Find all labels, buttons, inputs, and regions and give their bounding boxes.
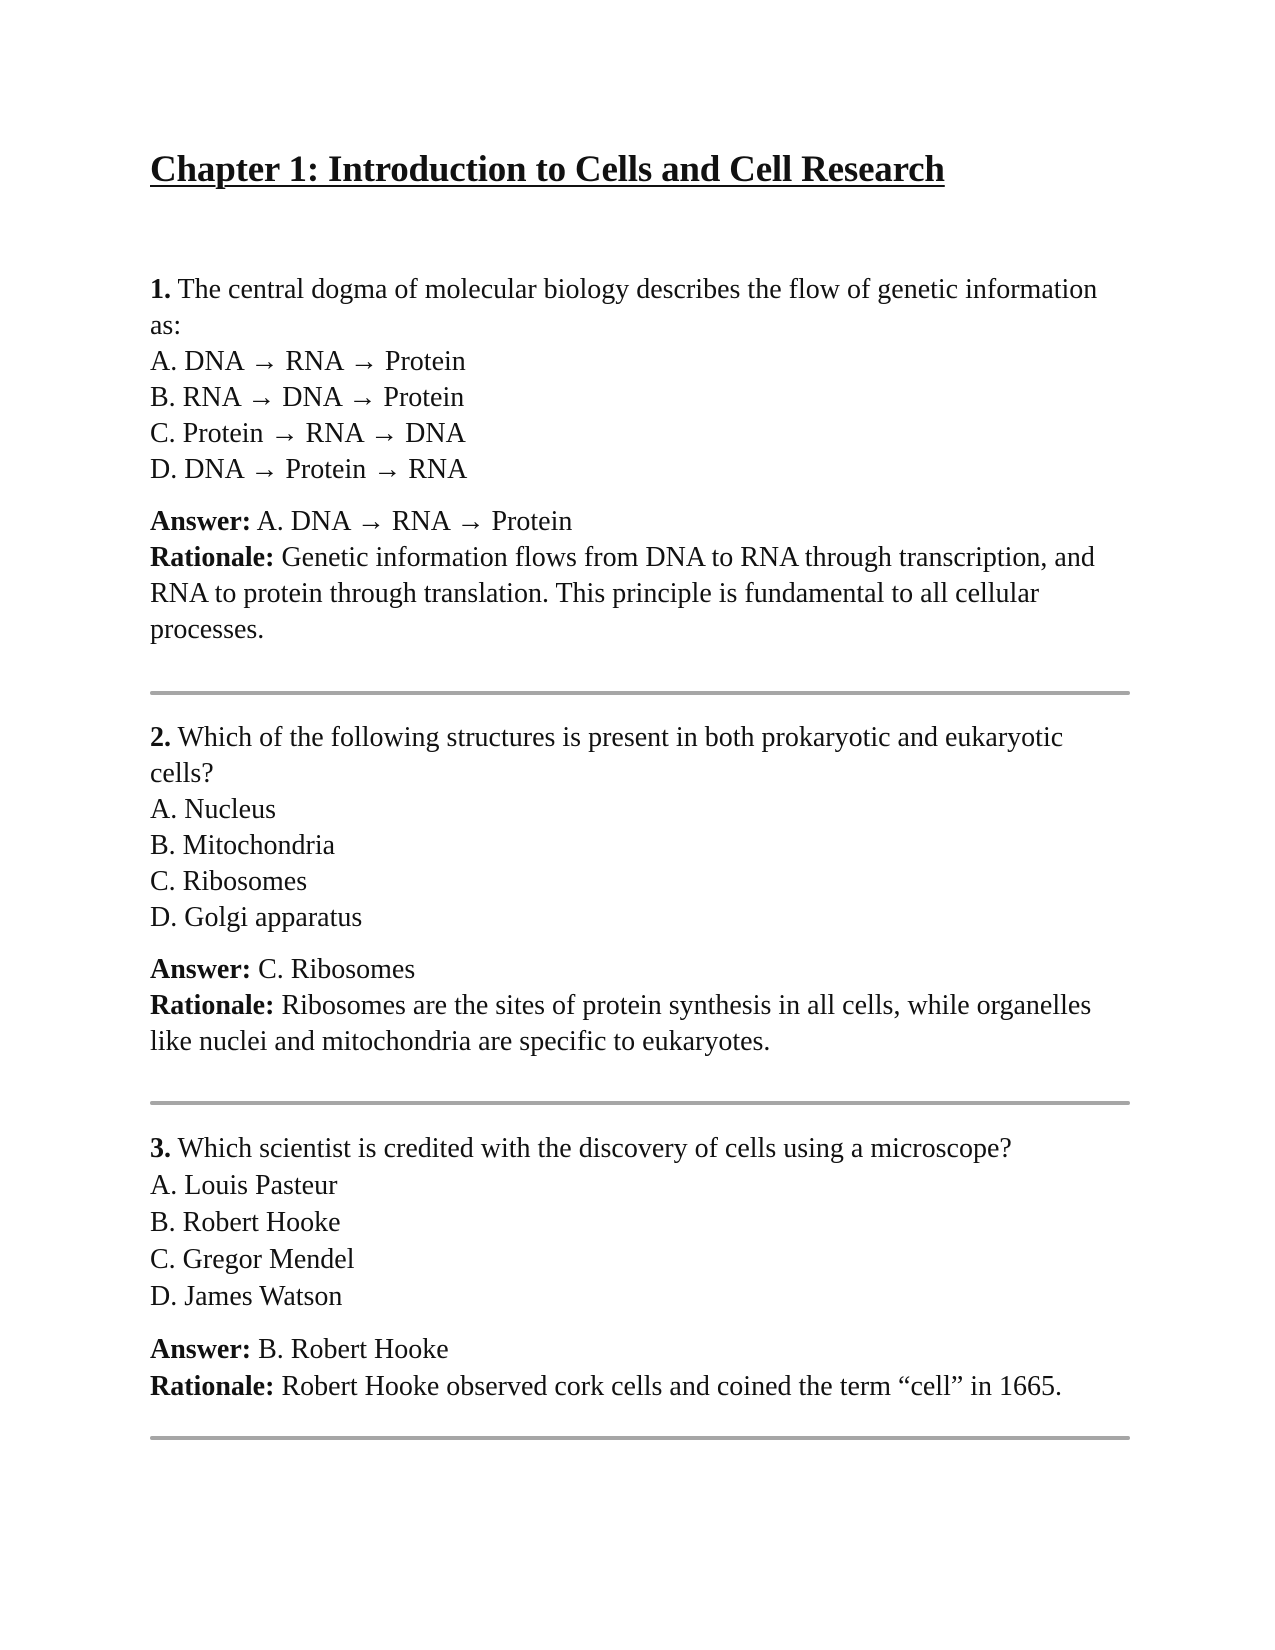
question-number: 3.: [150, 1133, 171, 1164]
option-b: B. Mitochondria: [150, 830, 336, 861]
rationale-text: Robert Hooke observed cork cells and coined the term “cell” in 1665.: [281, 1371, 1063, 1402]
option-b: B. Robert Hooke: [150, 1207, 341, 1238]
rationale-text: Genetic information flows from DNA to RNA through transcription, and RNA to protein through translation. This principle is fundamental to all cellular processes.: [150, 542, 1095, 645]
question-number: 2.: [150, 722, 171, 753]
option-c: C. Gregor Mendel: [150, 1244, 355, 1275]
rationale-text: Ribosomes are the sites of protein synthesis in all cells, while organelles like nuclei and mitochondria are specific to eukaryotes.: [150, 990, 1092, 1057]
option-d: D. DNA → Protein → RNA: [150, 454, 468, 485]
rationale-line: [150, 540, 1130, 648]
option-b: B. RNA → DNA → Protein: [150, 382, 465, 413]
rationale-label: Rationale:: [150, 1371, 275, 1402]
answer-label: Answer:: [150, 1334, 252, 1365]
answer-block: [150, 504, 1130, 648]
question-1: [150, 272, 1130, 648]
question-prompt: Which scientist is credited with the discovery of cells using a microscope?: [177, 1133, 1012, 1164]
section-divider: [150, 1101, 1130, 1105]
section-divider: [150, 1436, 1130, 1440]
option-c: C. Protein → RNA → DNA: [150, 418, 466, 449]
rationale-label: Rationale:: [150, 990, 275, 1021]
question-text: [150, 272, 1130, 344]
option-d: D. Golgi apparatus: [150, 902, 363, 933]
answer-block: [150, 1331, 1130, 1405]
option-a: A. DNA → RNA → Protein: [150, 346, 466, 377]
answer-value: A. DNA → RNA → Protein: [256, 506, 573, 537]
option-a: A. Nucleus: [150, 794, 276, 825]
answer-block: [150, 952, 1130, 1060]
question-prompt: The central dogma of molecular biology describes the flow of genetic information as:: [150, 274, 1098, 341]
question-2: [150, 720, 1130, 1060]
answer-label: Answer:: [150, 506, 252, 537]
answer-line: [150, 1331, 1130, 1368]
option-a: A. Louis Pasteur: [150, 1170, 338, 1201]
rationale-label: Rationale:: [150, 542, 275, 573]
answer-line: [150, 952, 1130, 988]
question-text: [150, 1130, 1130, 1167]
answer-options: [150, 792, 1130, 936]
rationale-line: [150, 988, 1130, 1060]
question-number: 1.: [150, 274, 171, 305]
question-text: [150, 720, 1130, 792]
option-c: C. Ribosomes: [150, 866, 308, 897]
question-prompt: Which of the following structures is present in both prokaryotic and eukaryotic cells?: [150, 722, 1064, 789]
page-title: Chapter 1: Introduction to Cells and Cell Research: [150, 149, 945, 190]
answer-line: [150, 504, 1130, 540]
question-3: [150, 1130, 1130, 1405]
section-divider: [150, 691, 1130, 695]
rationale-line: [150, 1368, 1130, 1405]
answer-value: B. Robert Hooke: [258, 1334, 449, 1365]
answer-value: C. Ribosomes: [258, 954, 416, 985]
answer-label: Answer:: [150, 954, 252, 985]
option-d: D. James Watson: [150, 1281, 343, 1312]
answer-options: [150, 344, 1130, 488]
answer-options: [150, 1167, 1130, 1315]
